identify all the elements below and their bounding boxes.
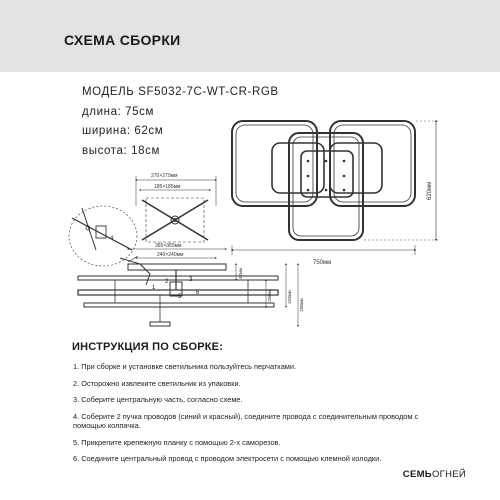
instruction-step: 4. Соберите 2 пучка проводов (синий и красный), соедините провода с соединительным проводом с помощью колпачка. (73, 411, 419, 431)
h120-label: 120мм (267, 290, 272, 304)
spec-height: высота: 18см (82, 144, 160, 157)
brand-part1: СЕМЬ (402, 469, 432, 480)
arm-bar-bottom (150, 322, 170, 326)
frame-inner-label: 240×240мм (157, 252, 184, 258)
instructions-title: ИНСТРУКЦИЯ ПО СБОРКЕ: (72, 341, 224, 353)
spec-width: ширина: 62см (82, 125, 164, 137)
callout-5: 5 (178, 294, 182, 300)
brand-part2: ОГНЕЙ (431, 469, 466, 480)
instruction-step: 5. Прикрепите крепежную планку с помощью 2-х саморезов. (73, 437, 281, 447)
callout-4: 4 (110, 236, 114, 242)
exploded-detail (69, 206, 150, 285)
page-title: СХЕМА СБОРКИ (64, 32, 181, 48)
spec-length: длина: 75см (82, 105, 155, 118)
dim-width-label: 750мм (313, 260, 332, 266)
arm-bar-top (78, 276, 278, 280)
side-view (78, 249, 298, 326)
dim-height-label: 620мм (427, 181, 433, 200)
h47-label: 47мм (238, 267, 243, 279)
arm-bar-low (84, 303, 274, 307)
h180-label: 180мм (299, 298, 304, 312)
frame-center-tall (289, 133, 363, 240)
instruction-step: 6. Соедините центральный провод с проводом электросети с помощью клемной колодки. (73, 454, 382, 464)
instruction-step: 2. Осторожно извлеките светильник из упаковки. (73, 378, 241, 388)
plate-inner-label: 185×185мм (154, 184, 181, 190)
instruction-step: 3. Соберите центральную часть, согласно схеме. (73, 395, 243, 404)
callout-3: 3 (189, 277, 193, 283)
instruction-step: 1. При сборке и установке светильника пользуйтесь перчатками. (73, 362, 297, 371)
top-view (232, 121, 440, 255)
frame-outer-label: 365×365мм (155, 243, 182, 249)
spec-model: МОДЕЛЬ SF5032-7C-WT-CR-RGB (82, 86, 279, 98)
plate-outer-label: 270×270мм (151, 173, 178, 179)
callout-2: 2 (165, 279, 169, 285)
callout-1: 1 (152, 285, 156, 291)
h163-label: 163мм (287, 290, 292, 304)
brand-logo (403, 469, 466, 480)
instructions-list (73, 362, 443, 471)
callout-6: 6 (196, 290, 200, 296)
